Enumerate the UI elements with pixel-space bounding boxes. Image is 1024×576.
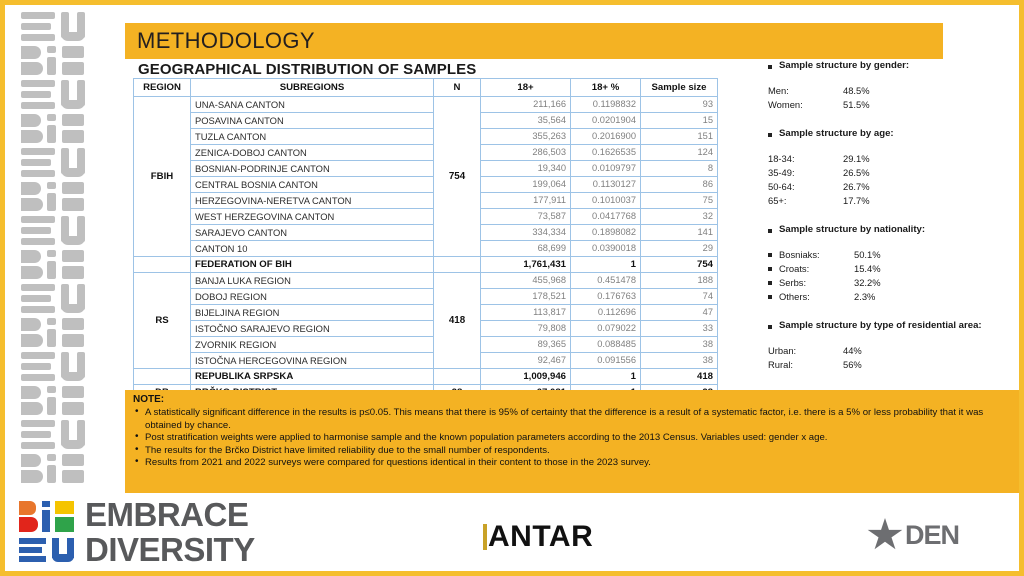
cell-subregion: HERZEGOVINA-NERETVA CANTON <box>191 193 434 209</box>
stat-row: Urban: 44% <box>768 345 862 356</box>
cell-adults: 73,587 <box>481 209 571 225</box>
cell-adults: 68,699 <box>481 241 571 257</box>
cell-sample-size: 33 <box>641 321 718 337</box>
cell-total-label: REPUBLIKA SRPSKA <box>191 369 434 385</box>
table-row <box>134 289 718 305</box>
cell-subregion: ISTOČNA HERCEGOVINA REGION <box>191 353 434 369</box>
table-row <box>134 321 718 337</box>
cell-adults: 113,817 <box>481 305 571 321</box>
bih-watermark-glyph <box>19 316 99 350</box>
cell-adults: 334,334 <box>481 225 571 241</box>
bih-watermark-glyph <box>19 180 99 214</box>
bullet-square-icon <box>768 267 772 271</box>
sample-structure-panel <box>768 60 1018 372</box>
bih-eu-color-glyph-icon <box>19 501 77 567</box>
table-total-row <box>134 257 718 273</box>
column-header-n: N <box>434 79 481 97</box>
section-heading: GEOGRAPHICAL DISTRIBUTION OF SAMPLES <box>138 61 477 78</box>
cell-sample-size: 124 <box>641 145 718 161</box>
cell-adults: 89,365 <box>481 337 571 353</box>
note-list <box>133 407 1009 469</box>
cell-subregion: SARAJEVO CANTON <box>191 225 434 241</box>
cell-adults-pct: 0.1626535 <box>571 145 641 161</box>
eu-watermark-glyph <box>19 214 99 248</box>
cell-adults: 455,968 <box>481 273 571 289</box>
table-row <box>134 113 718 129</box>
cell-sample-size: 754 <box>641 257 718 273</box>
cell-adults-pct: 0.0109797 <box>571 161 641 177</box>
stat-row: Rural: 56% <box>768 359 862 370</box>
bih-watermark-glyph <box>19 248 99 282</box>
cell-adults-pct: 0.1010037 <box>571 193 641 209</box>
bullet-square-icon <box>768 133 772 137</box>
bullet-square-icon <box>768 325 772 329</box>
cell-n: 754 <box>434 97 481 257</box>
cell-sample-size: 188 <box>641 273 718 289</box>
stats-heading-residential: Sample structure by type of residential area: <box>768 320 1018 331</box>
embrace-diversity-logo <box>13 495 263 575</box>
cell-sample-size: 38 <box>641 337 718 353</box>
cell-adults-pct: 0.1898082 <box>571 225 641 241</box>
cell-subregion: WEST HERZEGOVINA CANTON <box>191 209 434 225</box>
cell-adults: 79,808 <box>481 321 571 337</box>
bih-watermark-glyph <box>19 384 99 418</box>
cell-adults-pct: 0.1198832 <box>571 97 641 113</box>
stat-row: 18-34: 29.1% <box>768 153 870 164</box>
cell-adults-pct: 0.2016900 <box>571 129 641 145</box>
table-row <box>134 241 718 257</box>
stat-row: 35-49: 26.5% <box>768 167 870 178</box>
table-header-row <box>134 79 718 97</box>
cell-region-empty <box>134 369 191 385</box>
cell-subregion: DOBOJ REGION <box>191 289 434 305</box>
table-row <box>134 337 718 353</box>
cell-adults-pct: 1 <box>571 257 641 273</box>
stats-heading-gender: Sample structure by gender: <box>768 60 1018 71</box>
cell-sample-size: 75 <box>641 193 718 209</box>
cell-subregion: ZENICA-DOBOJ CANTON <box>191 145 434 161</box>
cell-subregion: POSAVINA CANTON <box>191 113 434 129</box>
star-icon <box>867 518 903 552</box>
note-item: • Results from 2021 and 2022 surveys were compared for questions identical in their content to those in the 2023 survey. <box>133 457 1009 469</box>
note-title: NOTE: <box>133 394 165 405</box>
cell-sample-size: 15 <box>641 113 718 129</box>
cell-subregion: TUZLA CANTON <box>191 129 434 145</box>
cell-sample-size: 418 <box>641 369 718 385</box>
cell-sample-size: 141 <box>641 225 718 241</box>
cell-subregion: ISTOČNO SARAJEVO REGION <box>191 321 434 337</box>
note-box <box>125 390 1019 493</box>
cell-adults: 1,761,431 <box>481 257 571 273</box>
cell-subregion: ZVORNIK REGION <box>191 337 434 353</box>
cell-sample-size: 86 <box>641 177 718 193</box>
cell-subregion: CENTRAL BOSNIA CANTON <box>191 177 434 193</box>
stat-row: 50-64: 26.7% <box>768 181 870 192</box>
bih-watermark-glyph <box>19 44 99 78</box>
cell-sample-size: 8 <box>641 161 718 177</box>
cell-adults: 92,467 <box>481 353 571 369</box>
cell-adults-pct: 0.0390018 <box>571 241 641 257</box>
cell-n <box>434 257 481 273</box>
bih-eu-watermark <box>19 10 99 500</box>
stats-heading-nationality: Sample structure by nationality: <box>768 224 1018 235</box>
cell-adults: 1,009,946 <box>481 369 571 385</box>
stat-row: Men: 48.5% <box>768 85 870 96</box>
cell-adults-pct: 1 <box>571 369 641 385</box>
note-item: • The results for the Brčko District have limited reliability due to the small number of respondents. <box>133 445 1009 457</box>
table-row <box>134 177 718 193</box>
table-body <box>134 97 718 401</box>
cell-sample-size: 29 <box>641 241 718 257</box>
stats-heading-age: Sample structure by age: <box>768 128 1018 139</box>
cell-sample-size: 74 <box>641 289 718 305</box>
bullet-square-icon <box>768 65 772 69</box>
column-header-adults-pct: 18+ % <box>571 79 641 97</box>
cell-sample-size: 47 <box>641 305 718 321</box>
page-title: METHODOLOGY <box>137 28 315 53</box>
cell-adults: 211,166 <box>481 97 571 113</box>
eu-watermark-glyph <box>19 282 99 316</box>
table-row <box>134 129 718 145</box>
cell-adults-pct: 0.176763 <box>571 289 641 305</box>
cell-subregion: BIJELJINA REGION <box>191 305 434 321</box>
cell-sample-size: 93 <box>641 97 718 113</box>
bullet-square-icon <box>768 281 772 285</box>
bullet-square-icon <box>768 295 772 299</box>
stat-row: Croats: 15.4% <box>768 262 1018 276</box>
column-header-subregions: SUBREGIONS <box>191 79 434 97</box>
table-row <box>134 273 718 289</box>
column-header-sample-size: Sample size <box>641 79 718 97</box>
cell-adults-pct: 0.0201904 <box>571 113 641 129</box>
embrace-diversity-wordmark: EMBRACE DIVERSITY <box>85 496 255 568</box>
stat-row: Women: 51.5% <box>768 99 870 110</box>
cell-adults: 19,340 <box>481 161 571 177</box>
table-row <box>134 97 718 113</box>
cell-adults-pct: 0.079022 <box>571 321 641 337</box>
cell-total-label: FEDERATION OF BIH <box>191 257 434 273</box>
cell-sample-size: 151 <box>641 129 718 145</box>
cell-region-empty <box>134 257 191 273</box>
cell-adults: 178,521 <box>481 289 571 305</box>
den-wordmark: DEN <box>905 519 960 550</box>
column-header-adults: 18+ <box>481 79 571 97</box>
geographical-distribution-table <box>133 78 717 401</box>
note-item: • A statistically significant difference in the results is p≤0.05. This means that there is 95% of certainty that the difference is a result of a systematic factor, i.e. there is a 5% or less probability that it was obtained by chance. <box>133 407 1009 432</box>
table-total-row <box>134 369 718 385</box>
note-item: • Post stratification weights were applied to harmonise sample and the known population parameters according to the 2013 Census. Variables used: gender x age. <box>133 432 1009 444</box>
table-row <box>134 145 718 161</box>
kantar-accent-bar-icon <box>483 524 487 550</box>
bih-watermark-glyph <box>19 452 99 486</box>
cell-adults-pct: 0.088485 <box>571 337 641 353</box>
cell-adults-pct: 0.0417768 <box>571 209 641 225</box>
kantar-wordmark: ANTAR <box>488 520 594 553</box>
stat-row: 65+: 17.7% <box>768 195 870 206</box>
kantar-logo <box>483 520 593 554</box>
bih-watermark-glyph <box>19 112 99 146</box>
cell-sample-size: 32 <box>641 209 718 225</box>
slide-title-band <box>125 23 943 59</box>
cell-n: 418 <box>434 273 481 369</box>
cell-adults-pct: 0.1130127 <box>571 177 641 193</box>
cell-subregion: CANTON 10 <box>191 241 434 257</box>
eu-watermark-glyph <box>19 350 99 384</box>
bullet-square-icon <box>768 253 772 257</box>
stat-row: Serbs: 32.2% <box>768 276 1018 290</box>
eu-watermark-glyph <box>19 78 99 112</box>
table-row <box>134 209 718 225</box>
cell-n <box>434 369 481 385</box>
cell-sample-size: 38 <box>641 353 718 369</box>
cell-subregion: BOSNIAN-PODRINJE CANTON <box>191 161 434 177</box>
cell-region: RS <box>134 273 191 369</box>
table-row <box>134 225 718 241</box>
den-logo <box>867 518 959 552</box>
cell-adults-pct: 0.091556 <box>571 353 641 369</box>
table-row <box>134 161 718 177</box>
eu-watermark-glyph <box>19 10 99 44</box>
cell-adults: 177,911 <box>481 193 571 209</box>
table-row <box>134 193 718 209</box>
bullet-square-icon <box>768 229 772 233</box>
column-header-region: REGION <box>134 79 191 97</box>
eu-watermark-glyph <box>19 146 99 180</box>
cell-adults: 355,263 <box>481 129 571 145</box>
eu-watermark-glyph <box>19 418 99 452</box>
cell-adults-pct: 0.451478 <box>571 273 641 289</box>
cell-region: FBIH <box>134 97 191 257</box>
table-row <box>134 305 718 321</box>
table-row <box>134 353 718 369</box>
cell-adults: 286,503 <box>481 145 571 161</box>
cell-subregion: BANJA LUKA REGION <box>191 273 434 289</box>
cell-subregion: UNA-SANA CANTON <box>191 97 434 113</box>
cell-adults: 199,064 <box>481 177 571 193</box>
cell-adults-pct: 0.112696 <box>571 305 641 321</box>
cell-adults: 35,564 <box>481 113 571 129</box>
stat-row: Bosniaks: 50.1% <box>768 248 1018 262</box>
stat-row: Others: 2.3% <box>768 290 1018 304</box>
